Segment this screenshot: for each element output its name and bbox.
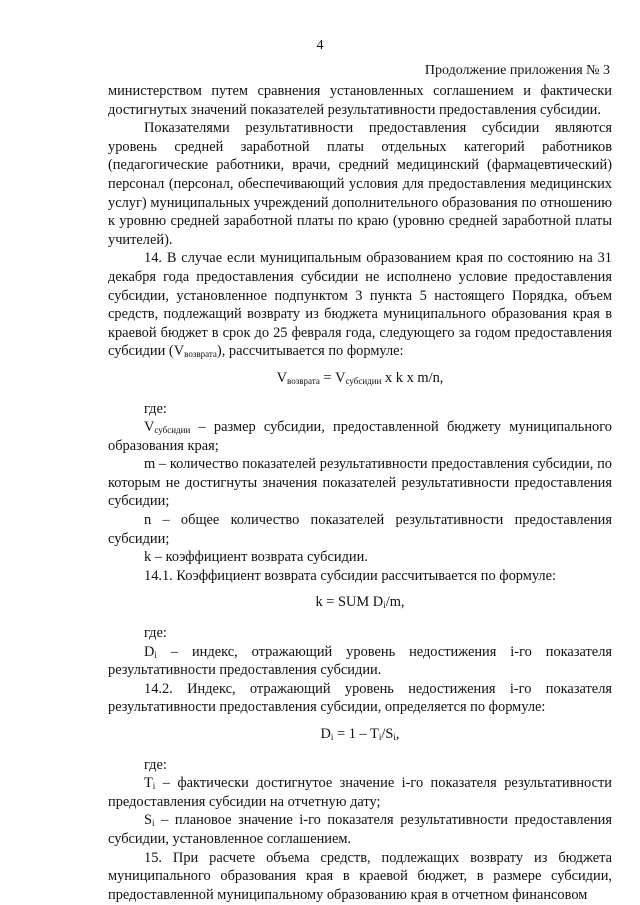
formula-subscript: i [393,732,396,742]
subscript: i [152,818,155,829]
subscript: возврата [184,349,217,360]
paragraph-text: D [144,643,155,660]
paragraph [108,511,612,548]
formula-text: /S [381,726,394,742]
formula-subscript: возврата [287,375,320,386]
paragraph-text: 14.2. Индекс, отражающий уровень недостижения i-го показателя результативности предоставления субсидии, определяется по формуле: [108,680,612,716]
paragraph [108,624,612,643]
formula-subscript: i [330,732,334,742]
paragraph-text: 14. В случае если муниципальным образованием края по состоянию на 31 декабря года предоставления субсидии не исполнено условие предоставления субсидии, установленное подпунктом 3 пункта 5 настоящего Порядка, объем средств, подлежащий возврату из бюджета муниципального образования края в краевой бюджет в срок до 25 февраля года, следующего за годом предоставления субсидии (V [108,250,612,360]
formula-subscript: субсидии [345,375,382,386]
paragraph-text: 14.1. Коэффициент возврата субсидии рассчитывается по формуле: [144,567,556,584]
page-number: 4 [316,38,324,53]
paragraph-text-after: – размер субсидии, предоставленной бюджету муниципального образования края; [108,419,612,454]
paragraph-text-after: – плановое значение i-го показателя результативности предоставления субсидии, установленное соглашением. [108,812,612,847]
paragraph-text: где: [144,400,167,417]
paragraph-text: S [144,812,153,829]
paragraph-text: n – общее количество показателей результативности предоставления субсидии; [108,512,612,547]
paragraph [108,643,612,680]
paragraph-text: где: [144,625,167,642]
paragraph [108,249,612,361]
subscript: i [154,649,157,660]
paragraph [108,567,612,586]
paragraph-text-after: – индекс, отражающий уровень недостижения i-го показателя результативности предоставления субсидии. [108,643,612,679]
paragraph [108,455,612,511]
paragraph [108,418,612,455]
formula [108,369,612,388]
formula-text: x k x m/n, [381,369,444,386]
formula-text: /m, [385,594,405,611]
formula-text: V [276,369,288,386]
paragraph-text: где: [144,756,167,773]
paragraph [108,548,612,567]
formula [108,593,612,612]
paragraph [108,774,612,811]
paragraph-text: министерством путем сравнения установленных соглашением и фактически достигнутых значений показателей результативности предоставления субсидии. [108,83,612,118]
paragraph-text: Показателями результативности предоставления субсидии являются уровень средней заработной платы отдельных категорий работников (педагогические работники, врачи, средний медицинский (фармацевтический) персонал (персонал, обеспечивающий условия для предоставления медицинских услуг) муниципальных учреждений дополнительного образования по отношению к уровню средней заработной платы по краю (уровню средней заработной платы учителей). [108,120,612,248]
paragraph-text-after: ), рассчитывается по формуле: [216,343,404,360]
subscript: i [152,781,156,792]
paragraph [108,400,612,419]
paragraph [108,680,612,717]
running-head: Продолжение приложения № 3 [424,63,610,78]
paragraph-text-after: – фактически достигнутое значение i-го показателя результативности предоставления субсидии на отчетную дату; [108,775,612,810]
formula-text: , [395,726,400,742]
formula-text: = 1 – T [333,726,379,742]
paragraph-text: m – количество показателей результативности предоставления субсидии, по которым не достигнуты значения показателей результативности предоставления субсидии; [108,456,612,510]
paragraph [108,811,612,848]
formula-subscript: i [383,600,386,611]
formula-text: D [320,726,331,742]
document-body [108,82,612,904]
paragraph-text: T [144,775,153,792]
subscript: субсидии [154,425,191,436]
formula-subscript: i [378,732,382,742]
formula [108,725,612,744]
paragraph-text: V [144,419,155,436]
formula-text: = V [319,369,346,386]
paragraph [108,82,612,119]
formula-text: k = SUM D [315,594,384,611]
paragraph-text: 15. При расчете объема средств, подлежащих возврату из бюджета муниципального образования края в краевой бюджет, в размере субсидии, предоставленной муниципальному образованию края в отчетном финансовом [108,849,612,903]
paragraph [108,756,612,775]
paragraph [108,119,612,249]
paragraph-text: k – коэффициент возврата субсидии. [144,549,368,566]
paragraph [108,849,612,905]
